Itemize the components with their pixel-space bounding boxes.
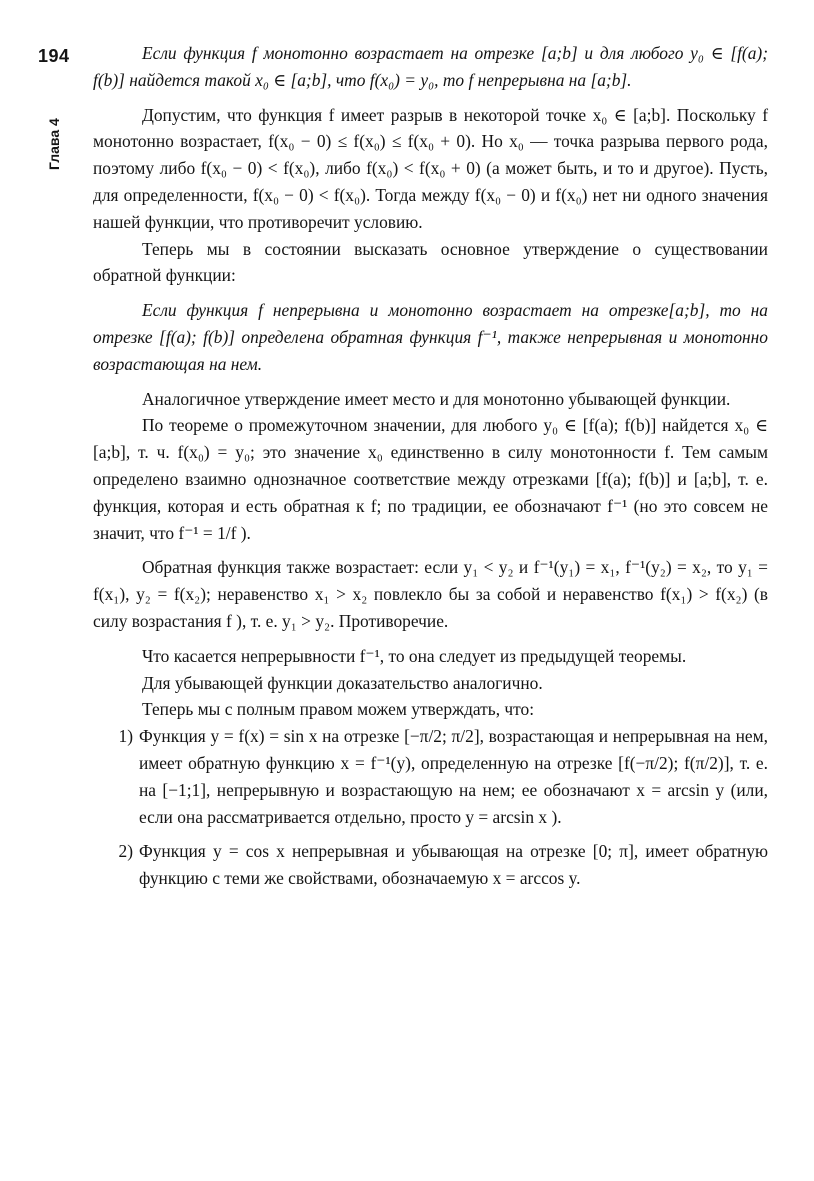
inverse-function-theorem: Если функция f непрерывна и монотонно возрастает на отрезке[a;b], то на отрезке [f(a); f(b)] определена обратная функция f⁻¹, также непрерывная и монотонно возрастающая на нем. [93, 300, 768, 374]
theorem-statement: Если функция f монотонно возрастает на отрезке [a;b] и для любого y₀ ∈ [f(a); f(b)] найдется такой x₀ ∈ [a;b], что f(x₀) = y₀, то f непрерывна на [a;b]. [93, 43, 768, 90]
list-item [93, 838, 768, 892]
list-number: 1) [118, 726, 133, 747]
paragraph: По теореме о промежуточном значении, для любого y₀ ∈ [f(a); f(b)] найдется x₀ ∈ [a;b], т. ч. f(x₀) = y₀; это значение x₀ единственно в силу монотонности f. Тем самым определено взаимно однозначное соответствие между отрезками [f(a); f(b)] и [a;b], т. е. функция, которая и есть обратная к f; по традиции, ее обозначают f⁻¹ (но это совсем не значит, что f⁻¹ = 1/f ). [93, 415, 768, 543]
chapter-label: Глава 4 [46, 118, 62, 170]
page-body [93, 40, 768, 892]
paragraph: Обратная функция также возрастает: если y₁ < y₂ и f⁻¹(y₁) = x₁, f⁻¹(y₂) = x₂, то y₁ = f(x₁), y₂ = f(x₂); неравенство x₁ > x₂ повлекло бы за собой и неравенство f(x₁) > f(x₂) (в силу возрастания f ), т. е. y₁ > y₂. Противоречие. [93, 557, 768, 631]
list-text: Функция y = cos x непрерывная и убывающая на отрезке [0; π], имеет обратную функцию с теми же свойствами, обозначаемую x = arccos y. [139, 841, 768, 889]
paragraph: Теперь мы с полным правом можем утверждать, что: [142, 699, 535, 720]
proof-paragraph: Допустим, что функция f имеет разрыв в некоторой точке x₀ ∈ [a;b]. Поскольку f монотонно возрастает, f(x₀ − 0) ≤ f(x₀) ≤ f(x₀ + 0). Но x₀ — точка разрыва первого рода, поэтому либо f(x₀ − 0) < f(x₀), либо f(x₀) < f(x₀ + 0) (а может быть, и то и другое). Пусть, для определенности, f(x₀ − 0) < f(x₀). Тогда между f(x₀ − 0) и f(x₀) нет ни одного значения нашей функции, что противоречит условию. [93, 104, 768, 232]
list-text: Функция y = f(x) = sin x на отрезке [−π/2; π/2], возрастающая и непрерывная на нем, имеет обратную функцию x = f⁻¹(y), определенную на отрезке [f(−π/2); f(π/2)], т. е. на [−1;1], непрерывную и возрастающую на нем; ее обозначают x = arcsin y (или, если она рассматривается отдельно, просто y = arcsin x ). [139, 726, 768, 827]
list-number: 2) [118, 841, 133, 862]
page-number: 194 [38, 46, 70, 66]
list-item [93, 723, 768, 830]
paragraph: Для убывающей функции доказательство аналогично. [142, 672, 543, 693]
paragraph: Что касается непрерывности f⁻¹, то она следует из предыдущей теоремы. [142, 645, 687, 666]
paragraph: Аналогичное утверждение имеет место и для монотонно убывающей функции. [142, 388, 731, 409]
paragraph: Теперь мы в состоянии высказать основное утверждение о существовании обратной функции: [93, 238, 768, 286]
